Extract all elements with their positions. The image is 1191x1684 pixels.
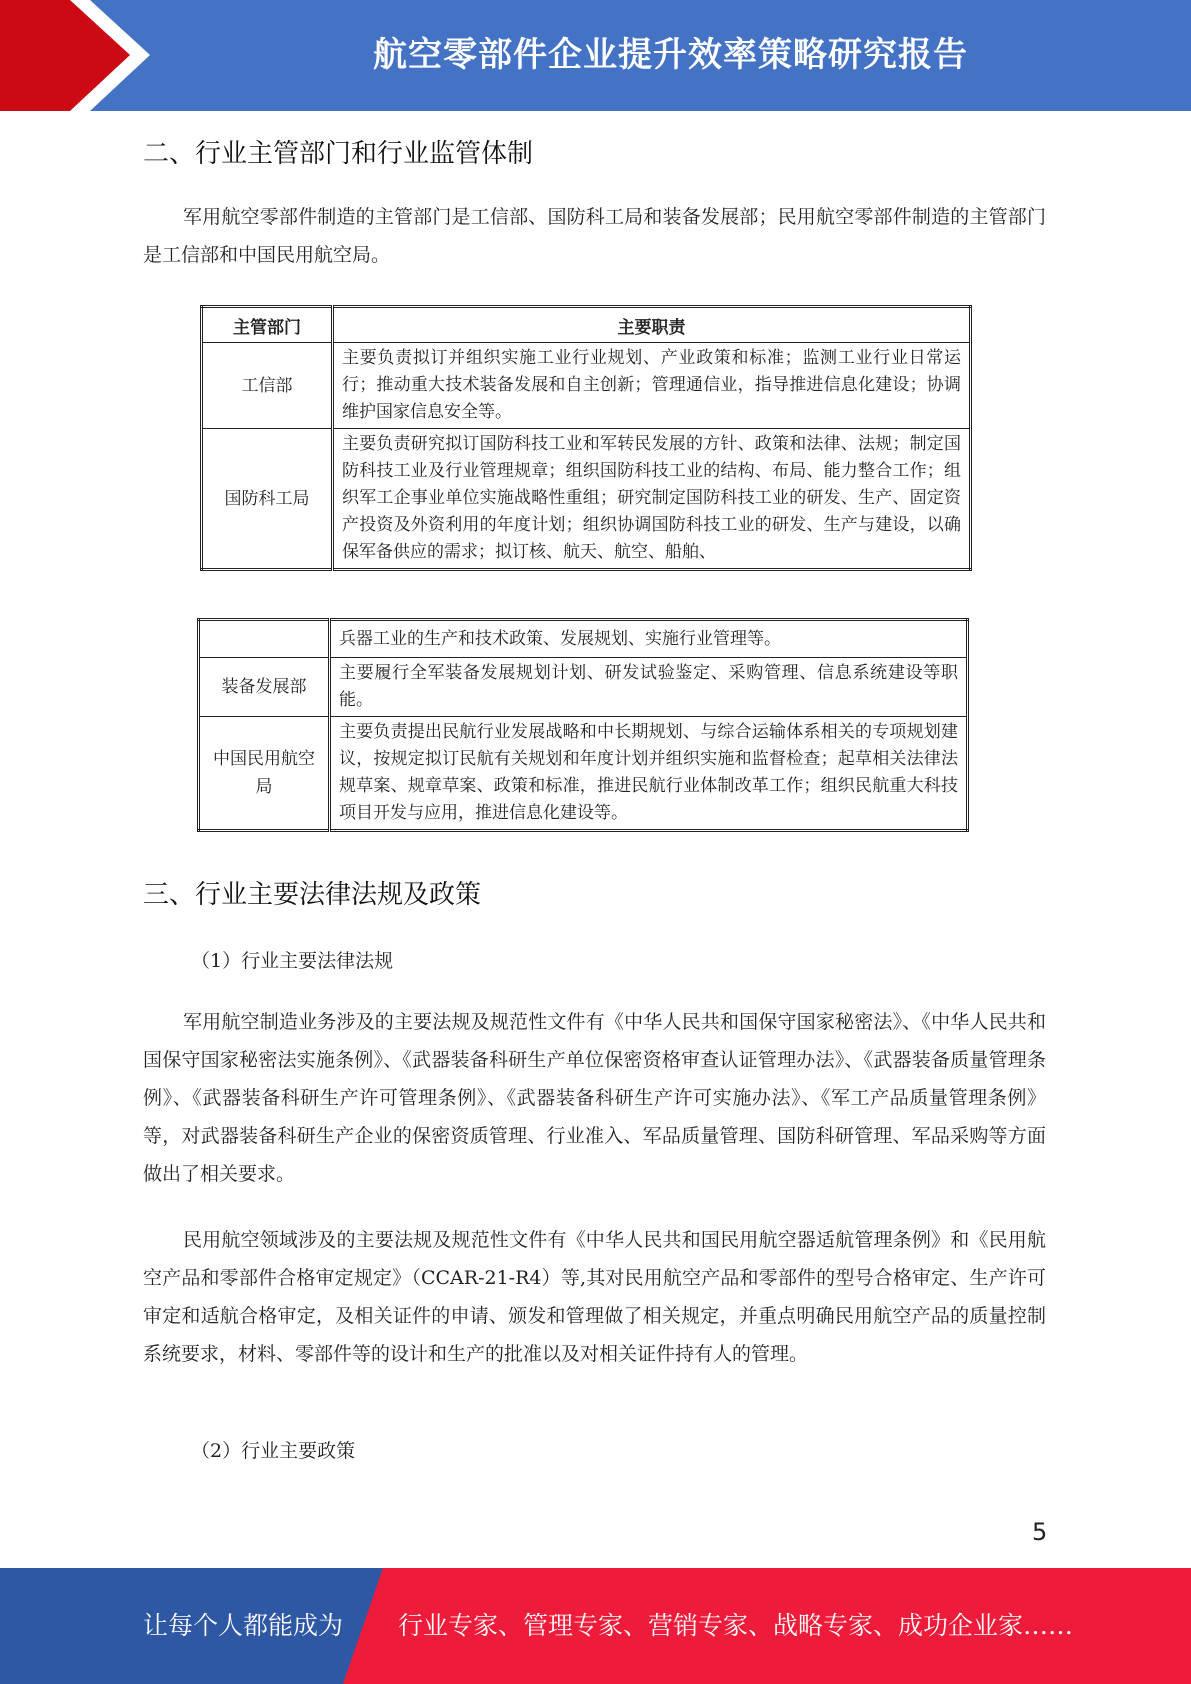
table-cell-duty: 兵器工业的生产和技术政策、发展规划、实施行业管理等。 — [330, 620, 968, 658]
header-arrow-graphic — [0, 0, 150, 111]
table-header-dept: 主管部门 — [202, 307, 333, 343]
footer-slogan-right: 行业专家、管理专家、营销专家、战略专家、成功企业家…… — [398, 1611, 1074, 1640]
table-row — [199, 620, 968, 658]
table-cell-dept — [199, 620, 330, 658]
report-title: 航空零部件企业提升效率策略研究报告 — [373, 35, 968, 75]
regulator-table-part1 — [200, 305, 972, 571]
table-row — [202, 429, 971, 570]
table-cell-duty: 主要负责拟订并组织实施工业行业规划、产业政策和标准；监测工业行业日常运行；推动重大技术装备发展和自主创新；管理通信业，指导推进信息化建设；协调维护国家信息安全等。 — [333, 343, 971, 429]
subheading-laws: （1）行业主要法律法规 — [191, 950, 394, 972]
paragraph-civil-laws: 民用航空领域涉及的主要法规及规范性文件有《中华人民共和国民用航空器适航管理条例》和《民用航空产品和零部件合格审定规定》（CCAR-21-R4）等,其对民用航空产品和零部件的型号合格审定、生产许可审定和适航合格审定，及相关证件的申请、颁发和管理做了相关规定，并重点明确民用航空产品的质量控制系统要求，材料、零部件等的设计和生产的批准以及对相关证件持有人的管理。 — [143, 1229, 1046, 1365]
table-cell-duty: 主要负责提出民航行业发展战略和中长期规划、与综合运输体系相关的专项规划建议，按规定拟订民航有关规划和年度计划并组织实施和监督检查；起草相关法律法规草案、规章草案、政策和标准，推进民航行业体制改革工作；组织民航重大科技项目开发与应用，推进信息化建设等。 — [330, 717, 968, 831]
table-cell-dept: 工信部 — [202, 343, 333, 429]
regulator-table-part2 — [197, 618, 969, 832]
page-number: 5 — [1032, 1518, 1048, 1546]
page-footer — [0, 1568, 1191, 1684]
table-header-row — [202, 307, 971, 343]
paragraph-regulators: 军用航空零部件制造的主管部门是工信部、国防科工局和装备发展部；民用航空零部件制造的主管部门是工信部和中国民用航空局。 — [143, 206, 1046, 266]
table-cell-dept: 中国民用航空局 — [199, 717, 330, 831]
table-row — [202, 343, 971, 429]
table-header-duty: 主要职责 — [333, 307, 971, 343]
subheading-policies: （2）行业主要政策 — [191, 1440, 356, 1462]
table-row — [199, 717, 968, 831]
table-row — [199, 658, 968, 717]
paragraph-military-laws: 军用航空制造业务涉及的主要法规及规范性文件有《中华人民共和国保守国家秘密法》、《中华人民共和国保守国家秘密法实施条例》、《武器装备科研生产单位保密资格审查认证管理办法》、《武器装备质量管理条例》、《武器装备科研生产许可管理条例》、《武器装备科研生产许可实施办法》、《军工产品质量管理条例》等，对武器装备科研生产企业的保密资质管理、行业准入、军品质量管理、国防科研管理、军品采购等方面做出了相关要求。 — [143, 1011, 1046, 1185]
page-header — [0, 0, 1191, 111]
table-cell-dept: 装备发展部 — [199, 658, 330, 717]
footer-slogan-left: 让每个人都能成为 — [143, 1611, 344, 1640]
section-heading-laws: 三、行业主要法律法规及政策 — [143, 880, 482, 910]
table-cell-duty: 主要履行全军装备发展规划计划、研发试验鉴定、采购管理、信息系统建设等职能。 — [330, 658, 968, 717]
table-cell-dept: 国防科工局 — [202, 429, 333, 570]
table-cell-duty: 主要负责研究拟订国防科技工业和军转民发展的方针、政策和法律、法规；制定国防科技工业及行业管理规章；组织国防科技工业的结构、布局、能力整合工作；组织军工企事业单位实施战略性重组；研究制定国防科技工业的研发、生产、固定资产投资及外资利用的年度计划；组织协调国防科技工业的研发、生产与建设，以确保军备供应的需求；拟订核、航天、航空、船舶、 — [333, 429, 971, 570]
section-heading-regulators: 二、行业主管部门和行业监管体制 — [143, 139, 534, 169]
